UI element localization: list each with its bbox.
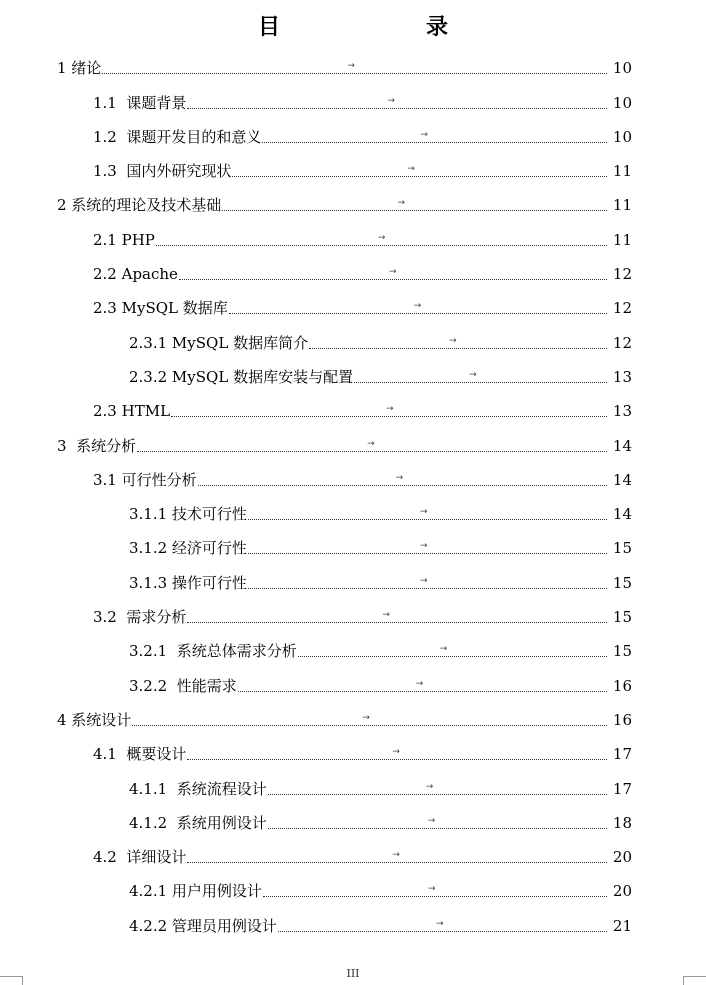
toc-entry[interactable] [0,496,706,530]
tab-arrow-icon: → [425,781,434,792]
dot-leader [248,505,607,523]
toc-entry-page: 12 [612,333,632,352]
toc-entry[interactable] [0,256,706,290]
toc-entry-page: 11 [612,230,632,249]
tab-arrow-icon: → [347,61,355,72]
toc-entry-page: 13 [612,367,632,386]
toc-entry-label: 4.2 详细设计 [93,848,187,867]
toc-entry-page: 14 [612,436,632,455]
dot-leader [187,848,607,866]
toc-entry[interactable] [0,839,706,873]
dot-leader [102,59,607,77]
toc-entry[interactable] [0,50,706,84]
toc-entry[interactable] [0,119,706,153]
toc-entry-label: 1 绪论 [57,59,102,78]
toc-title: 目 录 [257,14,482,40]
tab-arrow-icon: → [427,884,436,895]
tab-arrow-icon: → [395,472,404,483]
dot-leader [171,402,607,420]
toc-entry[interactable] [0,153,706,187]
toc-entry[interactable] [0,564,706,598]
toc-entry-page: 11 [612,196,632,215]
toc-entry-label: 4.1.2 系统用例设计 [129,813,267,832]
toc-entry[interactable] [0,359,706,393]
dot-leader [263,882,607,900]
toc-entry-label: 3.2.1 系统总体需求分析 [129,642,297,661]
tab-arrow-icon: → [362,712,370,723]
toc-entry-page: 14 [612,470,632,489]
dot-leader [262,128,607,146]
toc-entry-page: 10 [612,93,632,112]
tab-arrow-icon: → [427,815,436,826]
toc-entry-page: 15 [612,573,632,592]
tab-arrow-icon: → [419,541,428,552]
dot-leader [222,196,607,214]
toc-entry-label: 2 系统的理论及技术基础 [57,196,222,215]
toc-entry-label: 3.2 需求分析 [93,608,187,627]
toc-entry[interactable] [0,633,706,667]
dot-leader [278,917,607,935]
tab-arrow-icon: → [449,335,457,346]
toc-entry[interactable] [0,393,706,427]
toc-entry-label: 4.2.2 管理员用例设计 [129,916,277,935]
tab-arrow-icon: → [413,301,422,312]
toc-entry[interactable] [0,462,706,496]
toc-entry[interactable] [0,770,706,804]
dot-leader [268,814,607,832]
dot-leader [248,574,607,592]
toc-entry-page: 12 [612,265,632,284]
toc-entry[interactable] [0,599,706,633]
dot-leader [298,642,607,660]
dot-leader [238,677,607,695]
tab-arrow-icon: → [392,747,400,758]
toc-entry-page: 15 [612,642,632,661]
toc-entry-label: 2.3 MySQL 数据库 [93,299,228,318]
tab-arrow-icon: → [420,129,428,140]
dot-leader [132,711,607,729]
toc-entry[interactable] [0,667,706,701]
toc-entry-page: 15 [612,608,632,627]
tab-arrow-icon: → [377,232,386,243]
dot-leader [248,539,607,557]
tab-arrow-icon: → [419,507,428,518]
tab-arrow-icon: → [388,267,397,278]
tab-arrow-icon: → [435,918,444,929]
toc-entry-label: 1.3 国内外研究现状 [93,162,232,181]
toc-entry-page: 16 [612,676,632,695]
tab-arrow-icon: → [439,644,448,655]
toc-entry[interactable] [0,805,706,839]
toc-entry-page: 10 [612,59,632,78]
tab-arrow-icon: → [469,369,477,380]
tab-arrow-icon: → [382,610,390,621]
toc-entry-label: 3.1 可行性分析 [93,470,197,489]
dot-leader [187,745,607,763]
dot-leader [232,162,607,180]
toc-entry-page: 10 [612,127,632,146]
dot-leader [156,231,607,249]
toc-entry-page: 18 [612,813,632,832]
toc-entry-page: 15 [612,539,632,558]
toc-entry-page: 20 [612,882,632,901]
dot-leader [187,608,607,626]
toc-entry-label: 3.1.2 经济可行性 [129,539,247,558]
toc-entry[interactable] [0,84,706,118]
dot-leader [309,334,607,352]
dot-leader [268,780,607,798]
toc-entry[interactable] [0,907,706,941]
toc-entry-page: 13 [612,402,632,421]
tab-arrow-icon: → [367,438,375,449]
tab-arrow-icon: → [387,95,395,106]
toc-entry-page: 11 [612,162,632,181]
toc-entry-page: 17 [612,745,632,764]
toc-entry-page: 21 [612,916,632,935]
toc-entry-label: 2.3.1 MySQL 数据库简介 [129,333,309,352]
toc-entry[interactable] [0,530,706,564]
toc-entry[interactable] [0,873,706,907]
toc-entry-page: 14 [612,505,632,524]
toc-entry-page: 17 [612,779,632,798]
toc-entry[interactable] [0,702,706,736]
toc-entry[interactable] [0,187,706,221]
toc-entry-label: 4.1 概要设计 [93,745,187,764]
toc-entry[interactable] [0,221,706,255]
toc-entry-label: 4 系统设计 [57,710,132,729]
toc-entry-label: 3.2.2 性能需求 [129,676,237,695]
dot-leader [137,437,607,455]
toc-entry-label: 2.3 HTML [93,402,171,421]
toc-entry-page: 20 [612,848,632,867]
toc-entry-label: 2.1 PHP [93,230,155,249]
tab-arrow-icon: → [419,575,428,586]
toc-entry-label: 1.2 课题开发目的和意义 [93,127,262,146]
toc-list [0,50,706,942]
toc-entry-label: 3.1.3 操作可行性 [129,573,247,592]
tab-arrow-icon: → [397,198,405,209]
dot-leader [198,471,607,489]
toc-entry-label: 3.1.1 技术可行性 [129,505,247,524]
dot-leader [229,299,607,317]
dot-leader [179,265,607,283]
toc-entry-page: 12 [612,299,632,318]
toc-entry-label: 2.3.2 MySQL 数据库安装与配置 [129,367,354,386]
toc-entry[interactable] [0,427,706,461]
toc-entry-label: 1.1 课题背景 [93,93,187,112]
tab-arrow-icon: → [386,404,394,415]
toc-entry[interactable] [0,736,706,770]
tab-arrow-icon: → [407,164,415,175]
toc-entry-label: 4.1.1 系统流程设计 [129,779,267,798]
toc-entry-label: 3 系统分析 [57,436,137,455]
dot-leader [354,368,607,386]
page-number: III [346,967,360,980]
toc-entry-label: 2.2 Apache [93,265,178,284]
toc-entry[interactable] [0,324,706,358]
toc-entry[interactable] [0,290,706,324]
toc-entry-label: 4.2.1 用户用例设计 [129,882,262,901]
tab-arrow-icon: → [415,678,424,689]
dot-leader [187,94,607,112]
toc-entry-page: 16 [612,710,632,729]
tab-arrow-icon: → [392,850,400,861]
